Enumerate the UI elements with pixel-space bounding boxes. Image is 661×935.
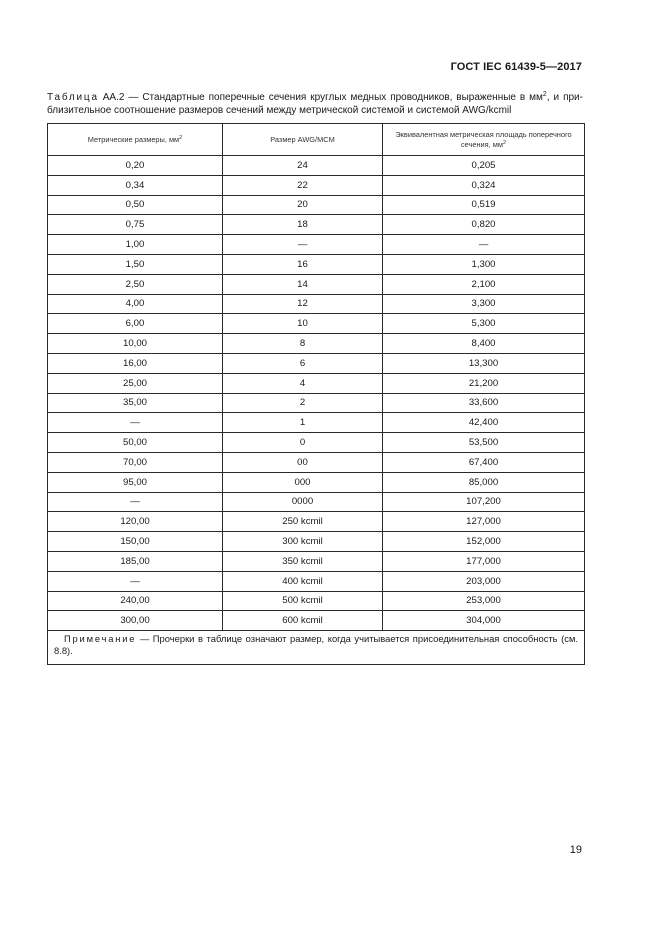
table-row <box>48 551 585 571</box>
table-row <box>48 393 585 413</box>
table-row <box>48 532 585 552</box>
cell-metric-size: 35,00 <box>48 393 223 413</box>
cell-awg-size: 10 <box>223 314 383 334</box>
cell-metric-size: 50,00 <box>48 433 223 453</box>
header-metric-size: Метрические размеры, $мм^2$ <box>48 124 223 156</box>
cell-awg-size: 8 <box>223 334 383 354</box>
table-row <box>48 492 585 512</box>
table-note-text: — Прочерки в таблице означают размер, когда учитывается присоединительная способность (см. 8.8). <box>54 633 578 657</box>
table-caption-text-continued: , и приблизительное соотношение размеров сечений между метрической системой и системой AWG/kcmil <box>47 92 583 116</box>
cell-metric-size: 185,00 <box>48 551 223 571</box>
table-header-row <box>48 124 585 156</box>
cell-awg-size: 500 kcmil <box>223 591 383 611</box>
cell-equivalent-area: 0,205 <box>383 156 585 176</box>
cell-awg-size: — <box>223 235 383 255</box>
cell-equivalent-area: 42,400 <box>383 413 585 433</box>
cell-metric-size: 25,00 <box>48 373 223 393</box>
cell-equivalent-area: 127,000 <box>383 512 585 532</box>
cell-awg-size: 14 <box>223 274 383 294</box>
cell-equivalent-area: 203,000 <box>383 571 585 591</box>
cell-equivalent-area: — <box>383 235 585 255</box>
page-number: 19 <box>569 844 582 856</box>
cell-metric-size: 300,00 <box>48 611 223 631</box>
cell-metric-size: 0,75 <box>48 215 223 235</box>
cell-awg-size: 600 kcmil <box>223 611 383 631</box>
cell-metric-size: 150,00 <box>48 532 223 552</box>
cell-awg-size: 22 <box>223 175 383 195</box>
cell-awg-size: 12 <box>223 294 383 314</box>
table-body <box>48 156 585 631</box>
table-row <box>48 314 585 334</box>
cell-equivalent-area: 3,300 <box>383 294 585 314</box>
cell-equivalent-area: 5,300 <box>383 314 585 334</box>
cell-metric-size: 1,50 <box>48 254 223 274</box>
cell-metric-size: 6,00 <box>48 314 223 334</box>
table-note-row <box>48 631 585 665</box>
cell-awg-size: 20 <box>223 195 383 215</box>
table-row <box>48 373 585 393</box>
header-awg-size: Размер AWG/MCM <box>223 124 383 156</box>
table-caption-text: АА.2 — Стандартные поперечные сечения круглых медных проводников, выраженные в мм <box>98 92 543 103</box>
cell-metric-size: 0,50 <box>48 195 223 215</box>
cell-metric-size: — <box>48 571 223 591</box>
table-row <box>48 353 585 373</box>
table-row <box>48 611 585 631</box>
cell-equivalent-area: 67,400 <box>383 452 585 472</box>
cell-awg-size: 2 <box>223 393 383 413</box>
cell-metric-size: 0,20 <box>48 156 223 176</box>
cell-awg-size: 000 <box>223 472 383 492</box>
cell-awg-size: 300 kcmil <box>223 532 383 552</box>
table-row <box>48 472 585 492</box>
cell-equivalent-area: 85,000 <box>383 472 585 492</box>
table-row <box>48 413 585 433</box>
cell-metric-size: 16,00 <box>48 353 223 373</box>
cell-metric-size: 10,00 <box>48 334 223 354</box>
conductor-sizes-table <box>47 123 585 665</box>
cell-equivalent-area: 107,200 <box>383 492 585 512</box>
cell-equivalent-area: 0,820 <box>383 215 585 235</box>
cell-equivalent-area: 304,000 <box>383 611 585 631</box>
cell-awg-size: 24 <box>223 156 383 176</box>
cell-metric-size: 1,00 <box>48 235 223 255</box>
table-row <box>48 512 585 532</box>
table-row <box>48 195 585 215</box>
cell-awg-size: 00 <box>223 452 383 472</box>
document-standard-header: ГОСТ IEC 61439-5—2017 <box>450 61 582 73</box>
cell-awg-size: 350 kcmil <box>223 551 383 571</box>
cell-awg-size: 0 <box>223 433 383 453</box>
table-row <box>48 235 585 255</box>
cell-metric-size: 120,00 <box>48 512 223 532</box>
cell-equivalent-area: 253,000 <box>383 591 585 611</box>
cell-equivalent-area: 2,100 <box>383 274 585 294</box>
table-caption-label: Таблица <box>47 92 99 103</box>
table-row <box>48 591 585 611</box>
table-row <box>48 175 585 195</box>
cell-metric-size: — <box>48 492 223 512</box>
table-row <box>48 433 585 453</box>
cell-awg-size: 16 <box>223 254 383 274</box>
cell-metric-size: 240,00 <box>48 591 223 611</box>
cell-metric-size: — <box>48 413 223 433</box>
table-caption <box>47 91 583 117</box>
cell-awg-size: 18 <box>223 215 383 235</box>
table-row <box>48 274 585 294</box>
cell-metric-size: 4,00 <box>48 294 223 314</box>
table-row <box>48 294 585 314</box>
table-caption-superscript: 2 <box>542 91 547 98</box>
cell-equivalent-area: 1,300 <box>383 254 585 274</box>
cell-equivalent-area: 33,600 <box>383 393 585 413</box>
table-note <box>48 631 585 665</box>
cell-equivalent-area: 152,000 <box>383 532 585 552</box>
cell-awg-size: 250 kcmil <box>223 512 383 532</box>
cell-awg-size: 1 <box>223 413 383 433</box>
table-row <box>48 334 585 354</box>
cell-awg-size: 6 <box>223 353 383 373</box>
cell-equivalent-area: 53,500 <box>383 433 585 453</box>
table-row <box>48 571 585 591</box>
table-row <box>48 156 585 176</box>
cell-equivalent-area: 177,000 <box>383 551 585 571</box>
cell-metric-size: 95,00 <box>48 472 223 492</box>
cell-equivalent-area: 0,324 <box>383 175 585 195</box>
table-note-label: Примечание <box>64 633 137 645</box>
cell-equivalent-area: 13,300 <box>383 353 585 373</box>
cell-equivalent-area: 8,400 <box>383 334 585 354</box>
cell-equivalent-area: 0,519 <box>383 195 585 215</box>
cell-awg-size: 400 kcmil <box>223 571 383 591</box>
header-equivalent-area: Эквивалентная метрическая площадь поперечного сечения, $мм^2$ <box>383 124 585 156</box>
cell-equivalent-area: 21,200 <box>383 373 585 393</box>
table-row <box>48 215 585 235</box>
cell-metric-size: 2,50 <box>48 274 223 294</box>
cell-metric-size: 70,00 <box>48 452 223 472</box>
cell-metric-size: 0,34 <box>48 175 223 195</box>
table-row <box>48 452 585 472</box>
table-row <box>48 254 585 274</box>
cell-awg-size: 4 <box>223 373 383 393</box>
cell-awg-size: 0000 <box>223 492 383 512</box>
